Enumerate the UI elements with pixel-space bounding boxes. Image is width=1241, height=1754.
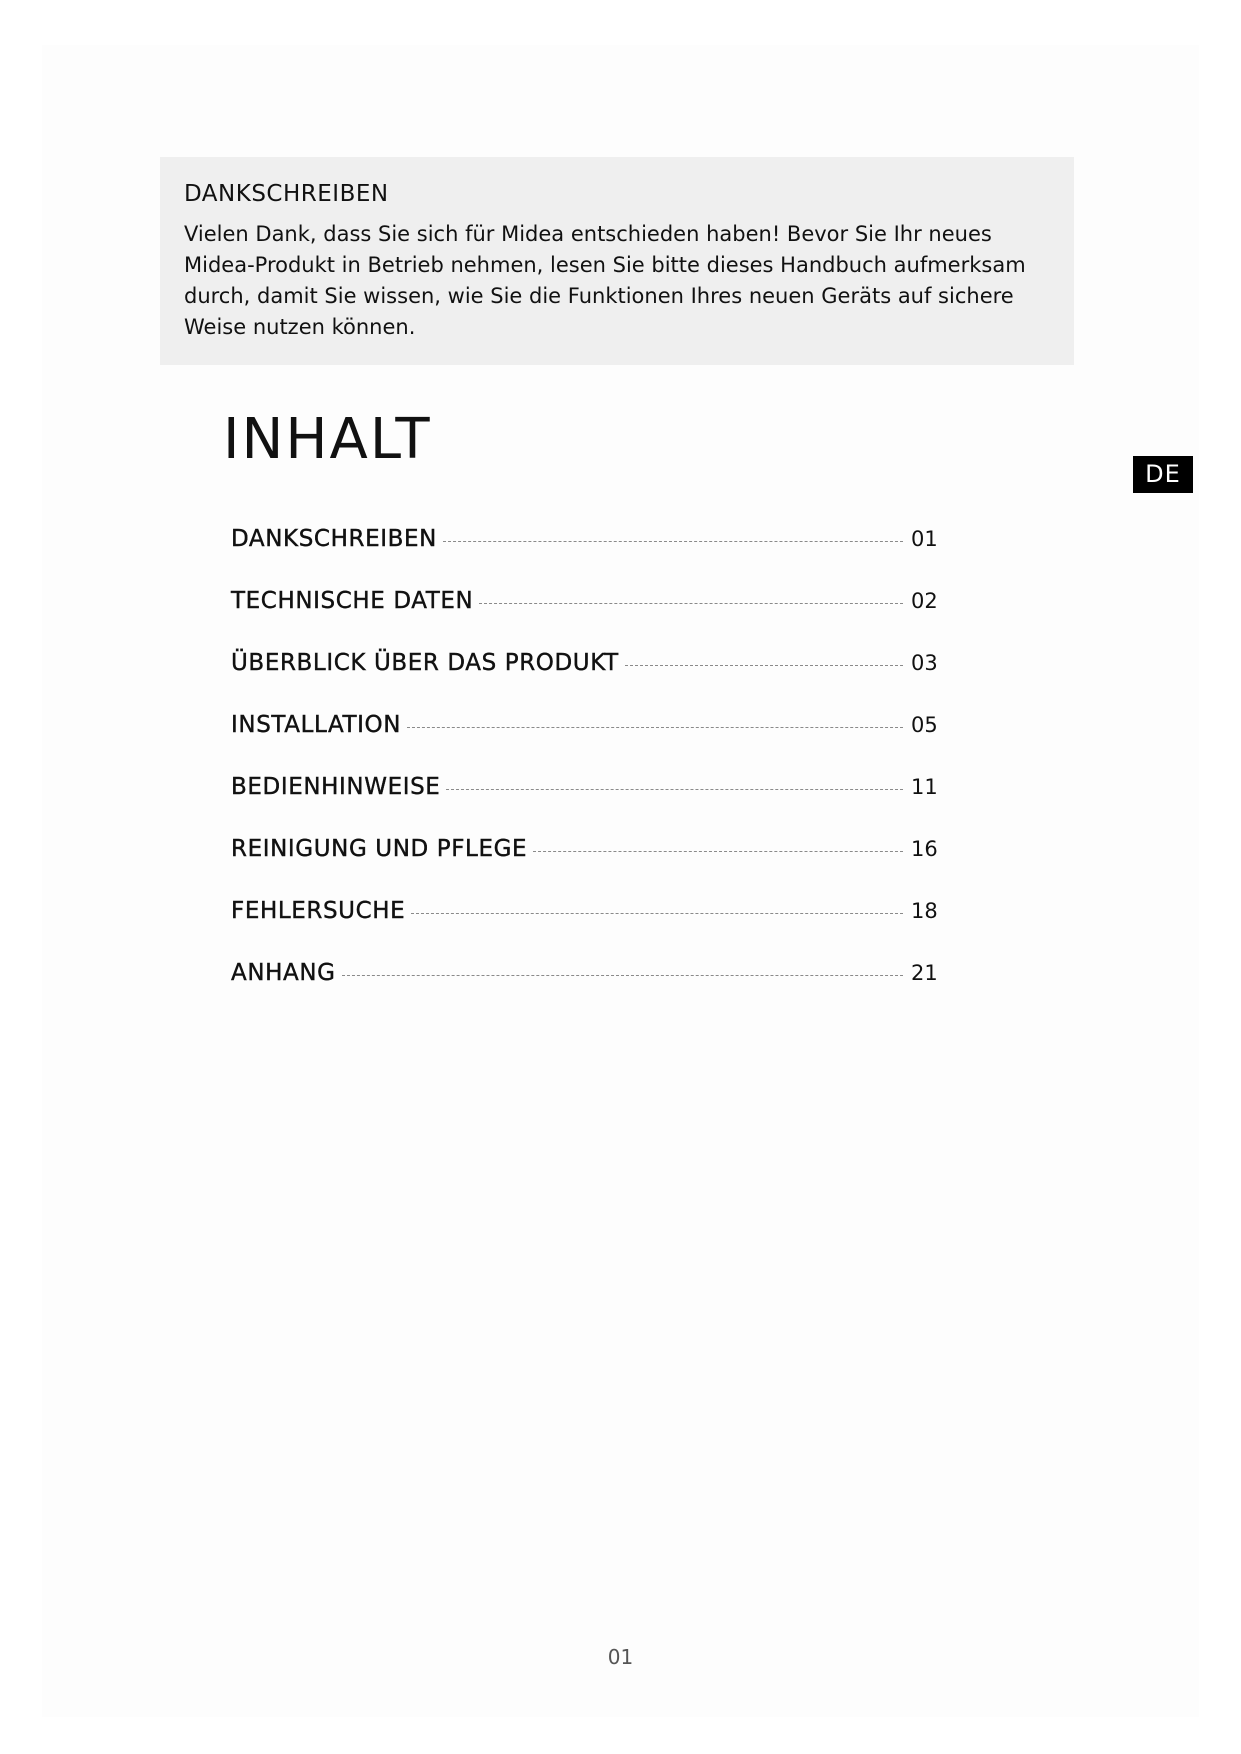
toc-entry-label: ÜBERBLICK ÜBER DAS PRODUKT bbox=[231, 650, 619, 676]
dotted-leader bbox=[479, 603, 903, 604]
table-of-contents bbox=[231, 508, 951, 1004]
toc-entry-page: 02 bbox=[911, 589, 938, 613]
thanks-text: Vielen Dank, dass Sie sich für Midea entschieden haben! Bevor Sie Ihr neues Midea-Produkt in Betrieb nehmen, lesen Sie bitte dieses Handbuch aufmerksam durch, damit Sie wissen, wie Sie die Funktionen Ihres neuen Geräts auf sichere Weise nutzen können. bbox=[184, 222, 1026, 339]
toc-entry-label: DANKSCHREIBEN bbox=[231, 526, 437, 552]
toc-entry-dankschreiben[interactable] bbox=[231, 508, 951, 570]
toc-entry-page: 18 bbox=[911, 899, 938, 923]
toc-entry-anhang[interactable] bbox=[231, 942, 951, 1004]
dotted-leader bbox=[443, 541, 903, 542]
toc-entry-page: 16 bbox=[911, 837, 938, 861]
toc-entry-label: BEDIENHINWEISE bbox=[231, 774, 441, 800]
toc-entry-label: INSTALLATION bbox=[231, 712, 402, 738]
toc-entry-label: FEHLERSUCHE bbox=[231, 898, 406, 924]
toc-entry-page: 01 bbox=[911, 527, 938, 551]
toc-entry-installation[interactable] bbox=[231, 694, 951, 756]
language-tab: DE bbox=[1133, 456, 1193, 493]
toc-entry-bedienhinweise[interactable] bbox=[231, 756, 951, 818]
dotted-leader bbox=[446, 789, 903, 790]
toc-entry-ueberblick[interactable] bbox=[231, 632, 951, 694]
dotted-leader bbox=[407, 727, 903, 728]
page-number: 01 bbox=[607, 1645, 634, 1669]
toc-entry-fehlersuche[interactable] bbox=[231, 880, 951, 942]
toc-entry-page: 21 bbox=[911, 961, 938, 985]
thanks-heading: DANKSCHREIBEN bbox=[184, 181, 389, 207]
toc-entry-technische-daten[interactable] bbox=[231, 570, 951, 632]
dotted-leader bbox=[625, 665, 903, 666]
toc-entry-reinigung-und-pflege[interactable] bbox=[231, 818, 951, 880]
dotted-leader bbox=[533, 851, 903, 852]
toc-title: INHALT bbox=[223, 407, 432, 472]
dotted-leader bbox=[342, 975, 903, 976]
toc-entry-page: 03 bbox=[911, 651, 938, 675]
dotted-leader bbox=[411, 913, 903, 914]
toc-entry-page: 05 bbox=[911, 713, 938, 737]
toc-entry-page: 11 bbox=[911, 775, 938, 799]
toc-entry-label: ANHANG bbox=[231, 960, 336, 986]
toc-entry-label: REINIGUNG UND PFLEGE bbox=[231, 836, 528, 862]
thanks-box bbox=[160, 157, 1074, 365]
toc-entry-label: TECHNISCHE DATEN bbox=[231, 588, 474, 614]
